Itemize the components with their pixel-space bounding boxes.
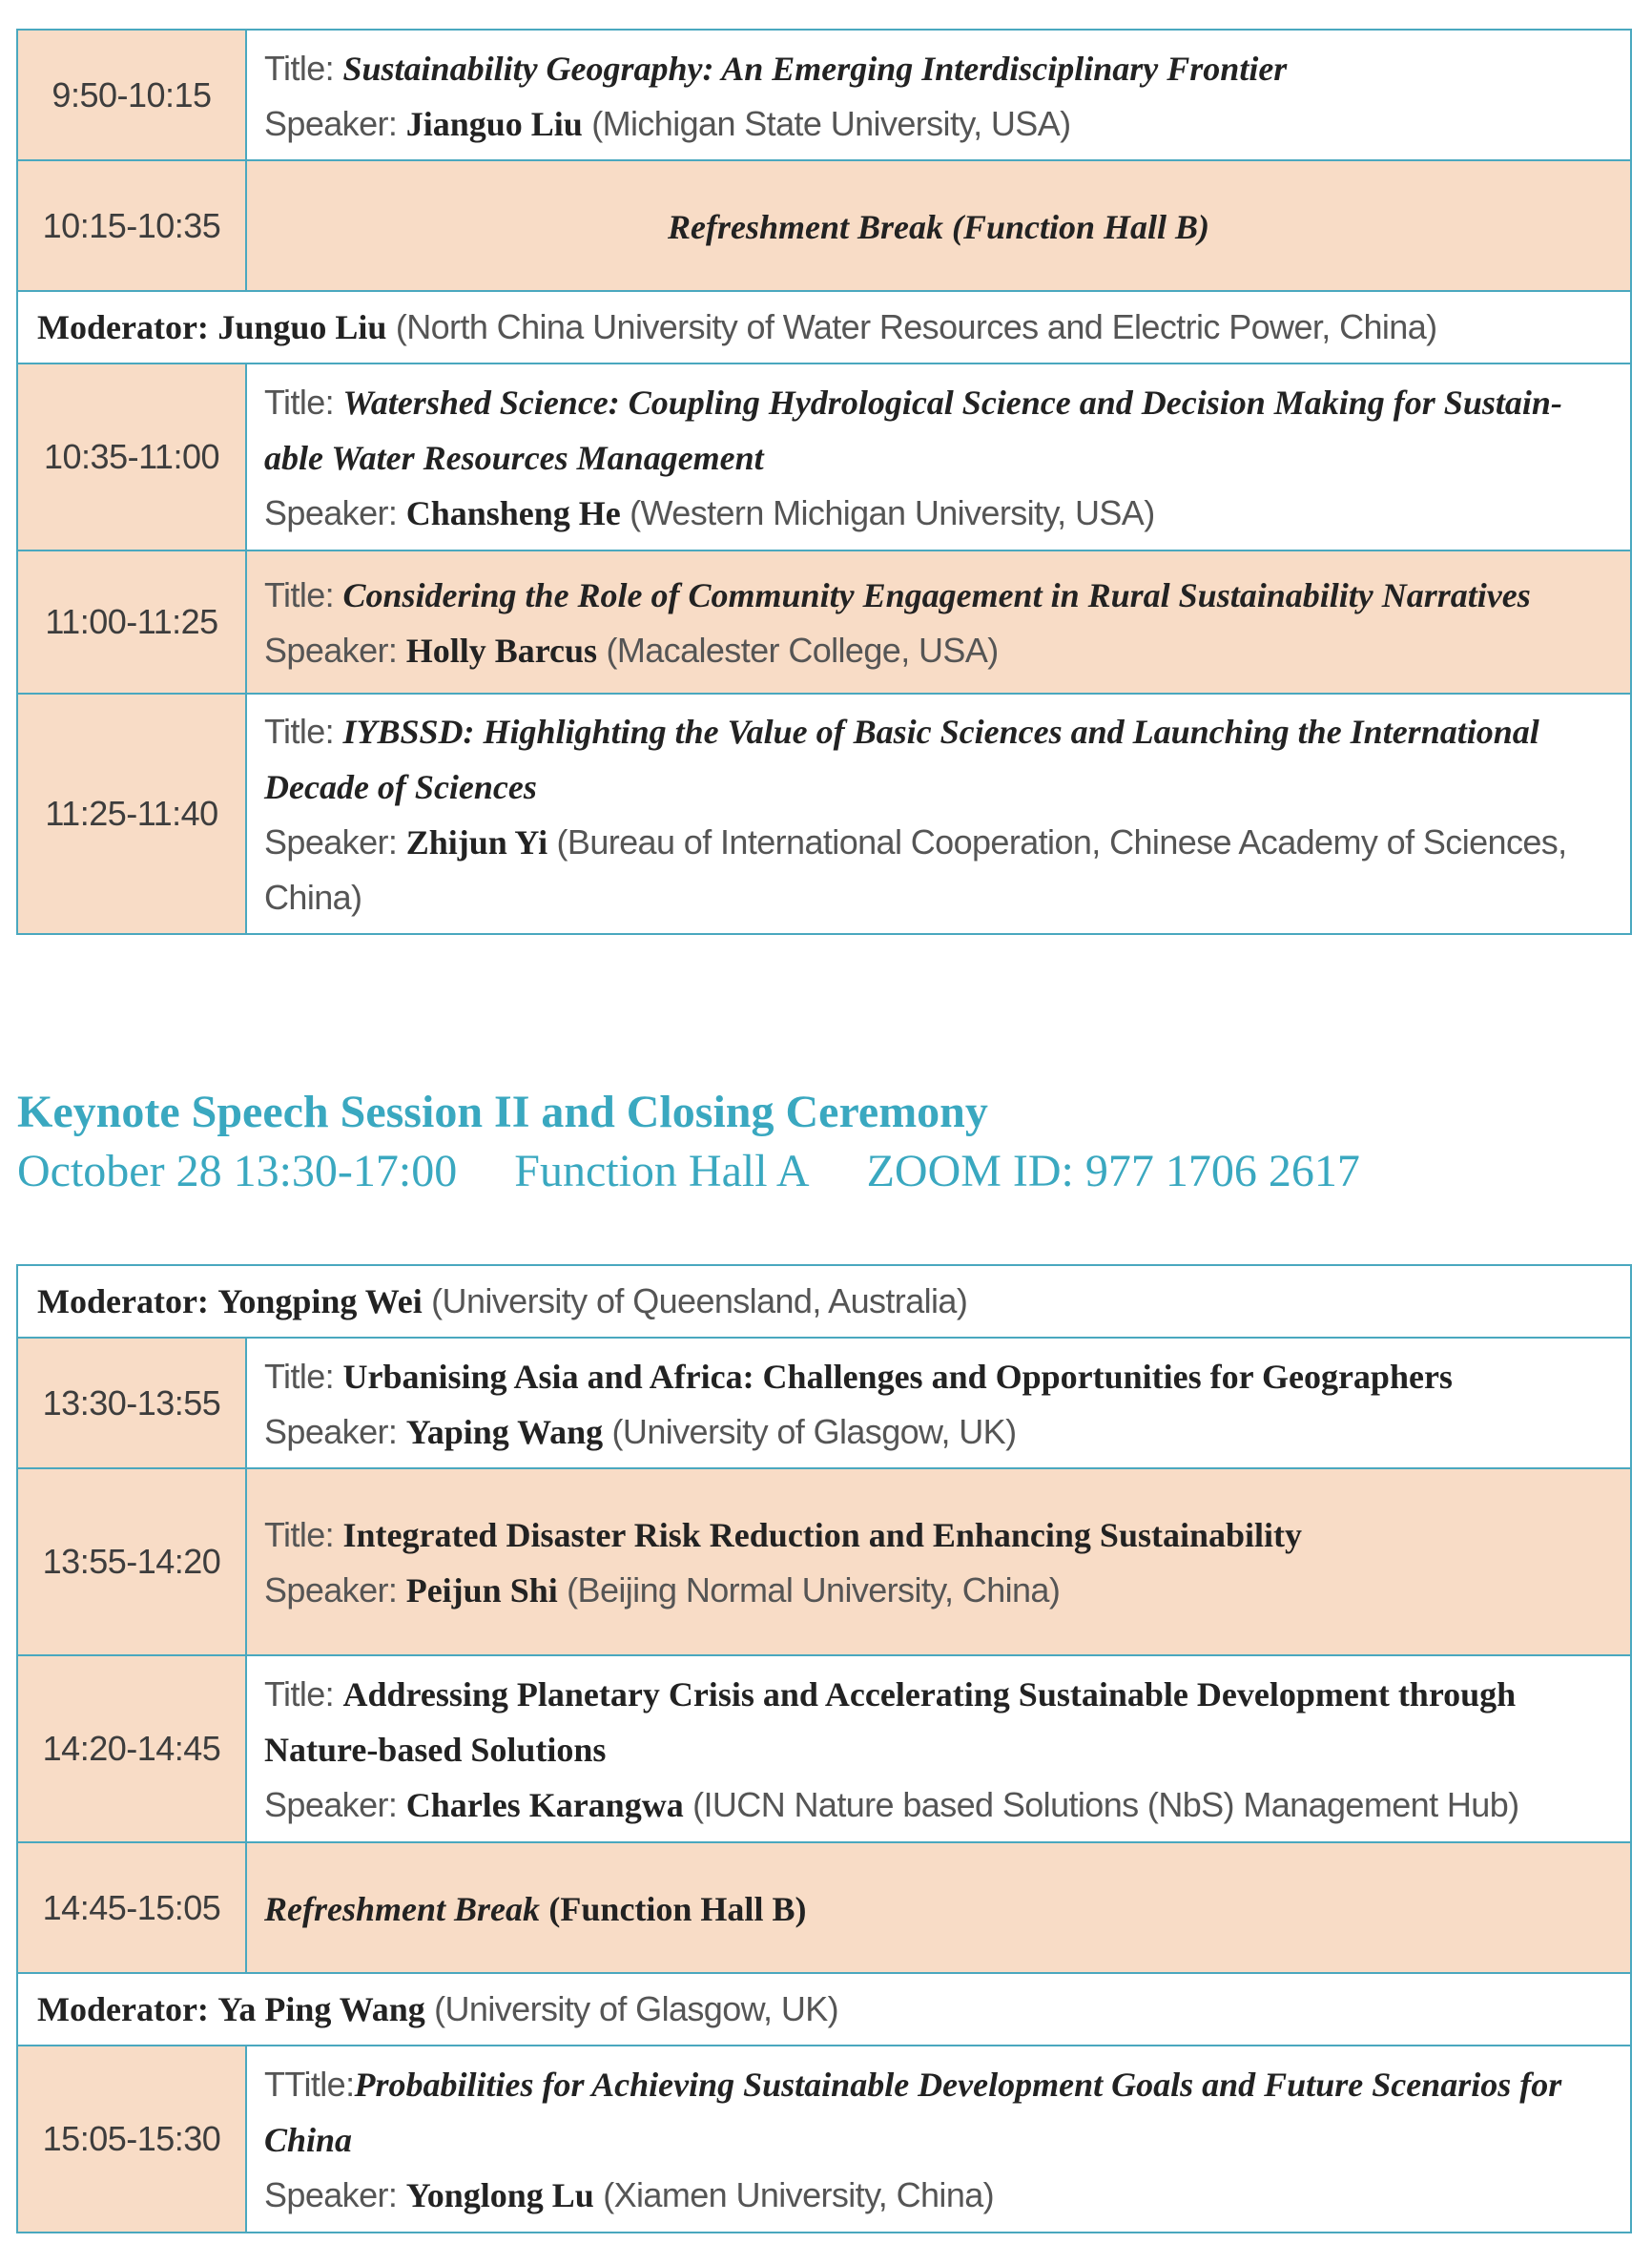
talk-title-continued: China bbox=[264, 2121, 353, 2159]
speaker-label: Speaker: bbox=[264, 1785, 398, 1824]
talk-title: Sustainability Geography: An Emerging Interdisciplinary Frontier bbox=[342, 49, 1288, 88]
title-label: Title: bbox=[264, 575, 335, 614]
moderator-row bbox=[17, 291, 1631, 363]
title-label: Title: bbox=[264, 1674, 335, 1714]
speaker-affiliation: (University of Glasgow, UK) bbox=[611, 1411, 1017, 1451]
talk-title: IYBSSD: Highlighting the Value of Basic Sciences and Launching the International bbox=[342, 713, 1539, 751]
moderator-name: Junguo Liu bbox=[217, 308, 387, 346]
schedule-table-2 bbox=[16, 1264, 1632, 2233]
speaker-label: Speaker: bbox=[264, 493, 398, 532]
zoom-id: ZOOM ID: 977 1706 2617 bbox=[866, 1146, 1360, 1196]
table-row bbox=[17, 363, 1631, 550]
talk-title-continued: Decade of Sciences bbox=[264, 768, 537, 806]
speaker-label: Speaker: bbox=[264, 822, 398, 862]
speaker-affiliation: (Western Michigan University, USA) bbox=[630, 493, 1155, 532]
speaker-name: Holly Barcus bbox=[405, 632, 598, 670]
time-slot: 14:45-15:05 bbox=[17, 1842, 246, 1973]
refreshment-break: Refreshment Break bbox=[264, 1889, 541, 1928]
time-slot: 11:25-11:40 bbox=[17, 694, 246, 934]
title-label: Title: bbox=[264, 1356, 335, 1396]
speaker-affiliation-continued: China) bbox=[264, 878, 362, 917]
time-slot: 10:35-11:00 bbox=[17, 363, 246, 550]
time-slot: 14:20-14:45 bbox=[17, 1655, 246, 1842]
speaker-label: Speaker: bbox=[264, 2175, 398, 2214]
talk-title: Integrated Disaster Risk Reduction and Enhancing Sustainability bbox=[342, 1516, 1303, 1554]
speaker-affiliation: (Beijing Normal University, China) bbox=[567, 1570, 1061, 1610]
time-slot: 11:00-11:25 bbox=[17, 550, 246, 694]
moderator-name: Yongping Wei bbox=[217, 1282, 423, 1320]
title-label: Title: bbox=[264, 48, 335, 88]
title-label: Title: bbox=[264, 383, 335, 422]
speaker-label: Speaker: bbox=[264, 1411, 398, 1451]
time-slot: 9:50-10:15 bbox=[17, 30, 246, 160]
speaker-affiliation: (Michigan State University, USA) bbox=[591, 103, 1071, 143]
time-slot: 10:15-10:35 bbox=[17, 160, 246, 291]
talk-title-continued: able Water Resources Management bbox=[264, 439, 764, 477]
speaker-affiliation: (Bureau of International Cooperation, Chinese Academy of Sciences, bbox=[556, 822, 1567, 862]
moderator-name: Ya Ping Wang bbox=[217, 1990, 425, 2028]
time-slot: 13:55-14:20 bbox=[17, 1468, 246, 1655]
title-label: Title: bbox=[264, 1515, 335, 1554]
session-venue: Function Hall A bbox=[514, 1146, 810, 1196]
speaker-label: Speaker: bbox=[264, 631, 398, 670]
schedule-table-1 bbox=[16, 29, 1632, 935]
talk-title: Addressing Planetary Crisis and Accelerating Sustainable Development through bbox=[342, 1675, 1517, 1714]
talk-title: Probabilities for Achieving Sustainable Development Goals and Future Scenarios for bbox=[354, 2066, 1562, 2104]
table-row bbox=[17, 694, 1631, 934]
moderator-label: Moderator: bbox=[37, 1282, 209, 1320]
talk-title: Considering the Role of Community Engagement in Rural Sustainability Narratives bbox=[342, 576, 1531, 614]
talk-title: Watershed Science: Coupling Hydrological Science and Decision Making for Sustain- bbox=[342, 384, 1562, 422]
speaker-name: Charles Karangwa bbox=[405, 1786, 684, 1824]
speaker-label: Speaker: bbox=[264, 1570, 398, 1610]
moderator-label: Moderator: bbox=[37, 308, 209, 346]
table-row bbox=[17, 160, 1631, 291]
table-row bbox=[17, 1655, 1631, 1842]
speaker-affiliation: (IUCN Nature based Solutions (NbS) Management Hub) bbox=[692, 1785, 1519, 1824]
speaker-affiliation: (Xiamen University, China) bbox=[603, 2175, 995, 2214]
table-row bbox=[17, 1842, 1631, 1973]
speaker-name: Jianguo Liu bbox=[405, 104, 583, 143]
moderator-row bbox=[17, 1265, 1631, 1338]
moderator-affiliation: (University of Glasgow, UK) bbox=[434, 1989, 839, 2028]
time-slot: 13:30-13:55 bbox=[17, 1338, 246, 1468]
moderator-label: Moderator: bbox=[37, 1990, 209, 2028]
table-row bbox=[17, 550, 1631, 694]
moderator-row bbox=[17, 1973, 1631, 2046]
table-row bbox=[17, 1338, 1631, 1468]
speaker-name: Peijun Shi bbox=[405, 1571, 558, 1610]
speaker-name: Yonglong Lu bbox=[405, 2176, 594, 2214]
moderator-affiliation: (North China University of Water Resources and Electric Power, China) bbox=[395, 307, 1437, 346]
break-location: (Function Hall B) bbox=[548, 1889, 807, 1928]
talk-title-continued: Nature-based Solutions bbox=[264, 1731, 607, 1769]
table-row bbox=[17, 2046, 1631, 2233]
moderator-affiliation: (University of Queensland, Australia) bbox=[431, 1281, 968, 1320]
session-info bbox=[17, 1145, 1406, 1197]
talk-title: Urbanising Asia and Africa: Challenges and Opportunities for Geographers bbox=[342, 1357, 1453, 1396]
time-slot: 15:05-15:30 bbox=[17, 2046, 246, 2233]
speaker-affiliation: (Macalester College, USA) bbox=[606, 631, 999, 670]
session-heading: Keynote Speech Session II and Closing Ceremony bbox=[17, 1087, 988, 1137]
title-label: Title: bbox=[264, 712, 335, 751]
speaker-label: Speaker: bbox=[264, 103, 398, 143]
speaker-name: Chansheng He bbox=[405, 494, 621, 532]
title-label: TTitle: bbox=[264, 2065, 355, 2104]
table-row bbox=[17, 1468, 1631, 1655]
speaker-name: Yaping Wang bbox=[405, 1412, 604, 1451]
refreshment-break: Refreshment Break (Function Hall B) bbox=[667, 207, 1210, 246]
session-date: October 28 13:30-17:00 bbox=[17, 1146, 458, 1196]
speaker-name: Zhijun Yi bbox=[405, 823, 548, 862]
table-row bbox=[17, 30, 1631, 160]
